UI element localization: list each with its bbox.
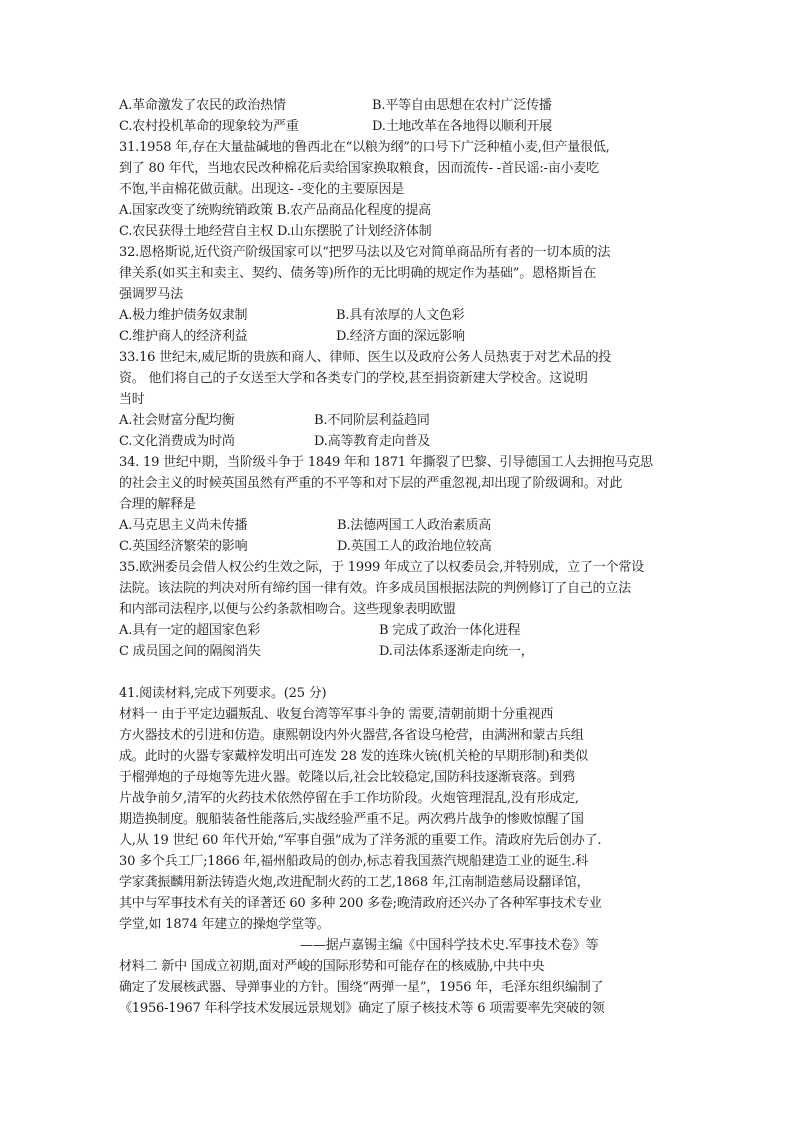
q35-option-b: B 完成了政治一体化进程 (379, 623, 521, 638)
q34-stem-line: 合理的解释是 (119, 497, 196, 512)
q33-stem-line: 当时 (119, 392, 145, 407)
q41-material1-line: 方火器技术的引进和仿造。康熙朝设内外火器营,各省设乌枪营，由满洲和蒙古兵组 (119, 728, 584, 743)
q33-option-a: A.社会财富分配均衡 (119, 413, 235, 428)
q34-stem-line: 的社会主义的时候英国虽然有严重的不平等和对下层的严重忽视,却出现了阶级调和。对此 (119, 476, 623, 491)
q33-option-b: B.不同阶层利益趋同 (314, 413, 430, 428)
q41-material1-line: 人,从 19 世纪 60 年代开始,“军事自强”成为了洋务派的重要工作。清政府先后创办了. (119, 833, 602, 848)
q34-stem-line: 34. 19 世纪中期，当阶级斗争于 1849 年和 1871 年撕裂了巴黎、引导德国工人去拥抱马克思 (119, 455, 653, 470)
q41-title: 41.阅读材料,完成下列要求。(25 分) (119, 686, 327, 701)
q35-stem-line: 和内部司法程序,以便与公约条款相吻合。这些现象表明欧盟 (119, 602, 456, 617)
q34-option-d: D.英国工人的政治地位较高 (337, 539, 492, 554)
q35-option-a: A.具有一定的超国家色彩 (119, 623, 261, 638)
q31-stem-line: 不饱,半亩棉花做贡献。出现这- -变化的主要原因是 (119, 182, 405, 197)
q35-option-d: D.司法体系逐渐走向统一， (379, 644, 534, 659)
q41-material1-line: 30 多个兵工厂;1866 年,福州船政局的创办,标志着我国蒸汽规船建造工业的诞生.科 (119, 854, 589, 869)
q32-option-b: B.具有浓厚的人文色彩 (336, 308, 465, 323)
q35-stem-line: 35.欧洲委员会借人权公约生效之际，于 1999 年成立了以权委员会,并特别成，立了一个常设 (119, 560, 644, 575)
q32-option-d: D.经济方面的深远影响 (336, 329, 465, 344)
q41-material2-line: 确定了发展核武器、导弹事业的方针。围绕“两弹一星”，1956 年，毛泽东组织编制了 (119, 980, 604, 995)
q34-option-c: C.英国经济繁荣的影响 (119, 539, 248, 554)
q35-option-c: C 成员国之间的隔阂消失 (119, 644, 261, 659)
q41-material1-line: 材料一 由于平定边疆叛乱、收复台湾等军事斗争的 需要,清朝前期十分重视西 (119, 707, 554, 722)
q30-option-a: A.革命激发了农民的政治热情 (119, 98, 286, 113)
q41-material1-line: 其中与军事技术有关的译著还 60 多种 200 多卷;晚清政府还兴办了各种军事技术专业 (119, 896, 602, 911)
q41-material1-source: ——据卢嘉锡主编《中国科学技术史.军事技术卷》等 (300, 938, 599, 953)
q33-stem-line: 33.16 世纪末,威尼斯的贵族和商人、律师、医生以及政府公务人员热衷于对艺术品的投 (119, 350, 612, 365)
q33-option-d: D.高等教育走向普及 (314, 434, 431, 449)
q31-stem-line: 31.1958 年,存在大量盐碱地的鲁西北在“以粮为纲”的口号下广泛种植小麦,但产量很低, (119, 140, 610, 155)
q32-option-c: C.维护商人的经济利益 (119, 329, 248, 344)
q31-options-ab: A.国家改变了统购统销政策 B.农产品商品化程度的提高 (119, 203, 431, 218)
q33-option-c: C.文化消费成为时尚 (119, 434, 235, 449)
q32-stem-line: 强调罗马法 (119, 287, 184, 302)
q34-option-b: B.法德两国工人政治素质高 (337, 518, 492, 533)
q31-stem-line: 到了 80 年代，当地农民改种棉花后卖给国家换取粮食，因而流传- -首民谣:-亩小麦吃 (119, 161, 599, 176)
q30-option-d: D.土地改革在各地得以顺利开展 (372, 119, 553, 134)
q30-option-c: C.农村投机革命的现象较为严重 (119, 119, 299, 134)
q33-stem-line: 资。 他们将自己的子女送至大学和各类专门的学校,甚至捐资新建大学校舍。这说明 (119, 371, 588, 386)
q41-material1-line: 期造换制度。舰船装备性能落后,实战经验严重不足。两次鸦片战争的惨败惊醒了国 (119, 812, 584, 827)
q41-material1-line: 于榴弹炮的子母炮等先进火器。乾隆以后,社会比较稳定,国防科技逐渐衰落。到鸦 (119, 770, 575, 785)
q30-option-b: B.平等自由思想在农村广泛传播 (372, 98, 552, 113)
q41-material2-line: 材料二 新中 国成立初期,面对严峻的国际形势和可能存在的核威胁,中共中央 (119, 959, 545, 974)
q41-material1-line: 成。此时的火器专家戴梓发明出可连发 28 发的连珠火铳(机关枪的早期形制)和类似 (119, 749, 588, 764)
q41-material2-line: 《1956-1967 年科学技术发展远景规划》确定了原子核技术等 6 项需要率先突破的领 (119, 1001, 605, 1016)
q34-option-a: A.马克思主义尚未传播 (119, 518, 248, 533)
q32-stem-line: 律关系(如买主和卖主、契约、债务等)所作的无比明确的规定作为基础”。恩格斯旨在 (119, 266, 596, 281)
q31-options-cd: C.农民获得土地经营自主权 D.山东摆脱了计划经济体制 (119, 224, 432, 239)
q41-material1-line: 片战争前夕,清军的火药技术依然停留在手工作坊阶段。火炮管理混乱,没有形成定, (119, 791, 579, 806)
q35-stem-line: 法院。该法院的判决对所有缔约国一律有效。许多成员国根据法院的判例修订了自己的立法 (119, 581, 632, 596)
q41-material1-line: 学家龚振麟用新法铸造火炮,改进配制火药的工艺,1868 年,江南制造慈局设翻译馆， (119, 875, 590, 890)
q32-option-a: A.极力维护债务奴隶制 (119, 308, 248, 323)
q41-material1-line: 学堂,如 1874 年建立的操炮学堂等。 (119, 917, 330, 932)
q32-stem-line: 32.恩格斯说,近代资产阶级国家可以“把罗马法以及它对简单商品所有者的一切本质的法 (119, 245, 611, 260)
